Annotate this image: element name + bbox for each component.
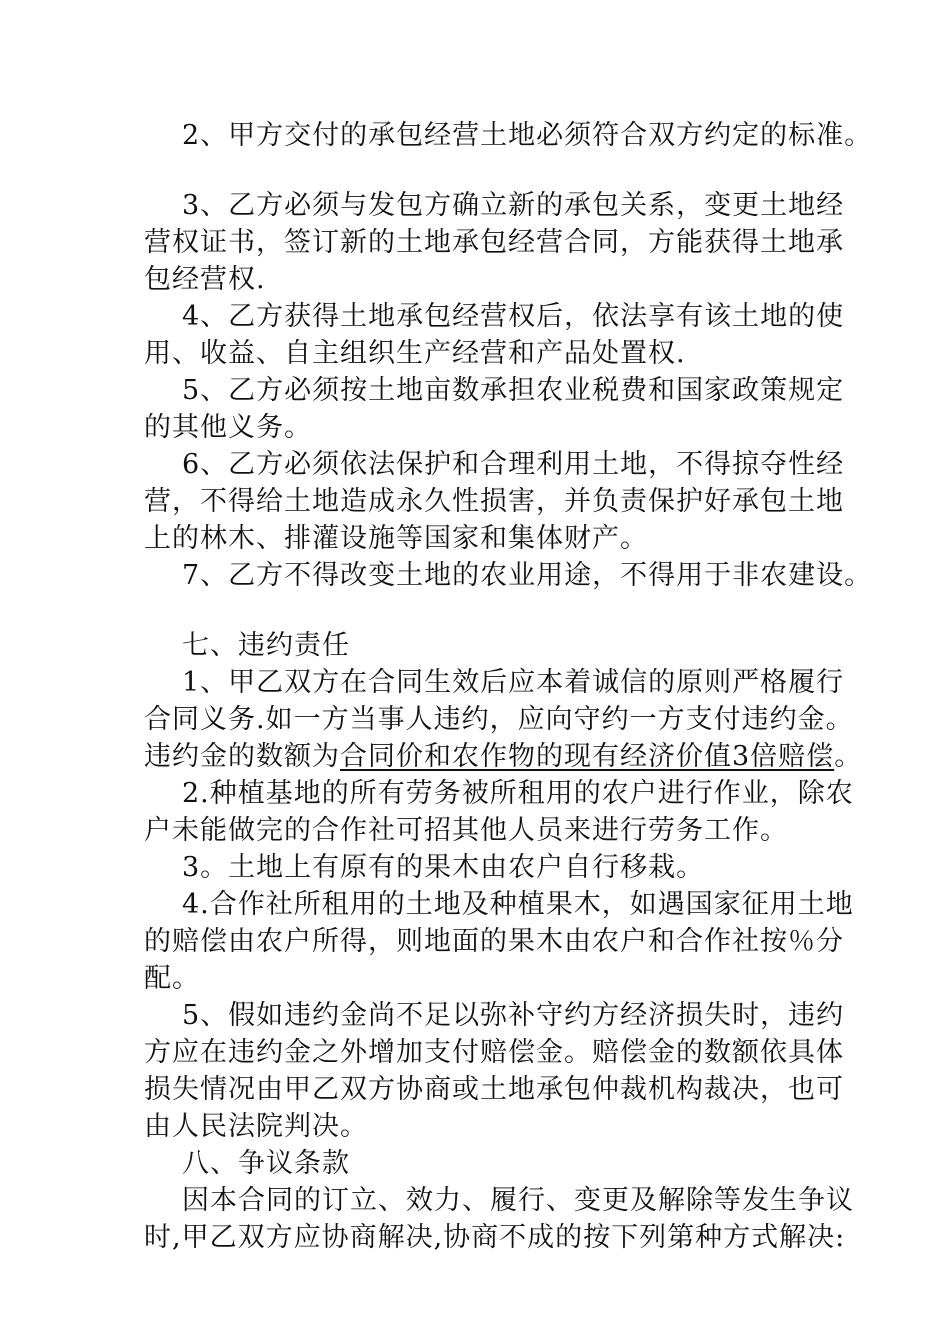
clause-4-line-1: 4、乙方获得土地承包经营权后，依法享有该土地的使 xyxy=(182,301,845,332)
dispute-line-1: 因本合同的订立、效力、履行、变更及解除等发生争议 xyxy=(182,1185,854,1216)
liability-1-line-1: 1、甲乙双方在合同生效后应本着诚信的原则严格履行 xyxy=(182,667,845,698)
liability-5-line-4: 由人民法院判决。 xyxy=(144,1111,368,1142)
liability-2-line-1: 2.种植基地的所有劳务被所租用的农户进行作业，除农 xyxy=(182,778,854,809)
liability-1-line-2: 合同义务.如一方当事人违约，应向守约一方支付违约金。 xyxy=(144,704,854,735)
clause-6-line-1: 6、乙方必须依法保护和合理利用土地，不得掠夺性经 xyxy=(182,449,845,480)
section-7-heading: 七、违约责任 xyxy=(182,630,350,661)
penalty-amount-underlined: 合同价和农作物的现有经济价值3倍赔偿 xyxy=(340,741,835,772)
clause-6-line-2: 营，不得给土地造成永久性损害，并负责保护好承包土地 xyxy=(144,486,844,517)
liability-4-line-2: 的赔偿由农户所得，则地面的果木由农户和合作社按％分 xyxy=(144,926,844,957)
liability-5-line-1: 5、假如违约金尚不足以弥补守约方经济损失时，违约 xyxy=(182,1000,845,1031)
clause-3-line-3: 包经营权. xyxy=(144,264,266,295)
clause-5-line-2: 的其他义务。 xyxy=(144,412,312,443)
liability-3-line-1: 3。土地上有原有的果木由农户自行移栽。 xyxy=(182,852,705,883)
dispute-line-2: 时,甲乙双方应协商解决,协商不成的按下列第种方式解决: xyxy=(144,1222,846,1253)
clause-3-line-1: 3、乙方必须与发包方确立新的承包关系，变更土地经 xyxy=(182,190,845,221)
penalty-amount-prefix: 违约金的数额为 xyxy=(144,741,340,772)
penalty-amount-suffix: 。 xyxy=(834,741,863,772)
section-8-heading: 八、争议条款 xyxy=(182,1148,350,1179)
clause-3-line-2: 营权证书，签订新的土地承包经营合同，方能获得土地承 xyxy=(144,227,844,258)
liability-4-line-3: 配。 xyxy=(144,963,200,994)
clause-5-line-1: 5、乙方必须按土地亩数承担农业税费和国家政策规定 xyxy=(182,375,845,406)
clause-2-line-1: 2、甲方交付的承包经营土地必须符合双方约定的标准。 xyxy=(182,120,873,151)
liability-1-line-3 xyxy=(144,739,863,775)
liability-2-line-2: 户未能做完的合作社可招其他人员来进行劳务工作。 xyxy=(144,815,788,846)
liability-5-line-3: 损失情况由甲乙双方协商或土地承包仲裁机构裁决，也可 xyxy=(144,1074,844,1105)
liability-5-line-2: 方应在违约金之外增加支付赔偿金。赔偿金的数额依具体 xyxy=(144,1037,844,1068)
clause-6-line-3: 上的林木、排灌设施等国家和集体财产。 xyxy=(144,523,648,554)
clause-7-line-1: 7、乙方不得改变土地的农业用途，不得用于非农建设。 xyxy=(182,560,873,591)
liability-4-line-1: 4.合作社所租用的土地及种植果木，如遇国家征用土地 xyxy=(182,889,854,920)
clause-4-line-2: 用、收益、自主组织生产经营和产品处置权. xyxy=(144,338,686,369)
